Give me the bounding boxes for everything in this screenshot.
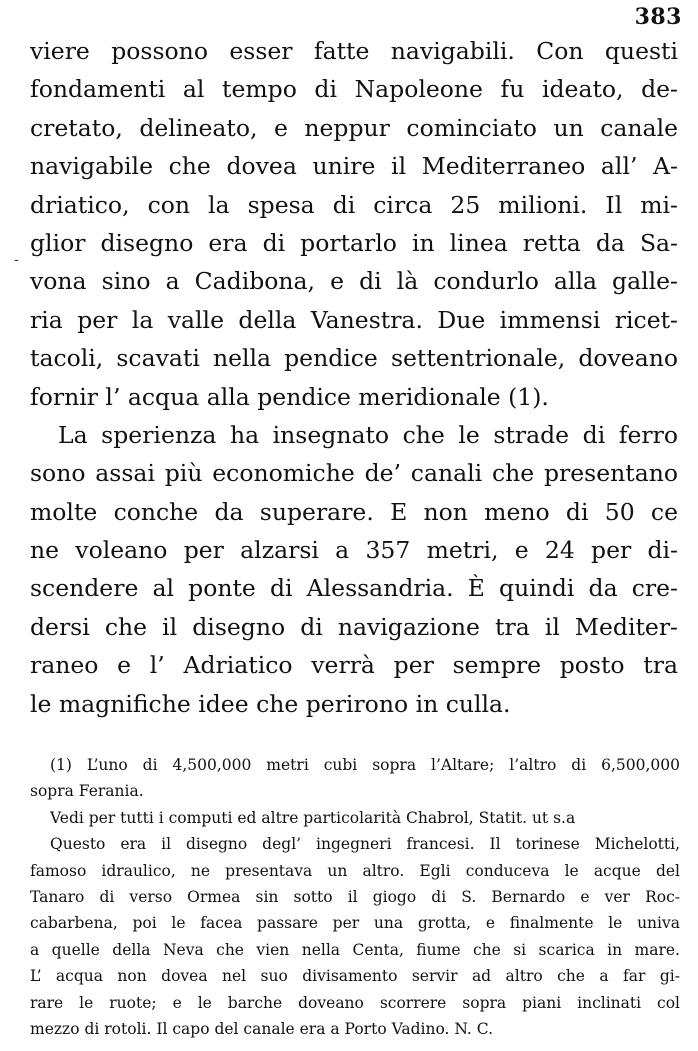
text-line: cretato, delineato, e neppur cominciato un canale	[30, 113, 678, 142]
footnote-line: Questo era il disegno degl’ ingegneri francesi. Il torinese Michelotti,	[50, 835, 680, 854]
footnote-line: cabarbena, poi le facea passare per una grotta, e finalmente le univa	[30, 914, 680, 933]
footnote-line: (1) L’uno di 4,500,000 metri cubi sopra l’Altare; l’altro di 6,500,000	[50, 756, 680, 774]
text-line: le magnifiche idee che perirono in culla.	[30, 689, 511, 718]
footnote-line: L’ acqua non dovea nel suo divisamento servir ad altro che a far gi-	[30, 967, 680, 986]
margin-mark: -	[14, 252, 19, 268]
footnote-line: famoso idraulico, ne presentava un altro. Egli conduceva le acque del	[30, 861, 680, 880]
text-line: sono assai più economiche de’ canali che presentano	[30, 459, 678, 488]
footnote-line: rare le ruote; e le barche doveano scorrere sopra piani inclinati col	[30, 993, 680, 1012]
main-text	[30, 32, 678, 723]
text-line: dersi che il disegno di navigazione tra il Mediter-	[30, 612, 678, 641]
text-line: La sperienza ha insegnato che le strade di ferro	[58, 420, 678, 449]
page-number: 383	[634, 4, 682, 30]
text-line: tacoli, scavati nella pendice settentrionale, doveano	[30, 344, 678, 373]
text-line: driatico, con la spesa di circa 25 milioni. Il mi-	[30, 190, 678, 219]
text-line: navigabile che dovea unire il Mediterraneo all’ A-	[30, 152, 678, 181]
footnote-line: Tanaro di verso Ormea sin sotto il giogo di S. Bernardo e ver Roc-	[30, 887, 680, 906]
text-line: molte conche da superare. E non meno di 50 ce	[30, 497, 678, 526]
footnotes	[30, 752, 680, 1042]
text-line: ria per la valle della Vanestra. Due immensi ricet-	[30, 305, 678, 334]
text-line: glior disegno era di portarlo in linea retta da Sa-	[30, 228, 678, 257]
text-line: fornir l’ acqua alla pendice meridionale (1).	[30, 382, 549, 411]
footnote-line: mezzo di rotoli. Il capo del canale era a Porto Vadino. N. C.	[30, 1019, 494, 1038]
footnote-line: Vedi per tutti i computi ed altre particolarità Chabrol, Statit. ut s.a	[50, 808, 576, 827]
text-line: vona sino a Cadibona, e di là condurlo alla galle-	[30, 267, 678, 296]
footnote-line: a quelle della Neva che vien nella Centa, fiume che si scarica in mare.	[30, 940, 680, 959]
footnote-line: sopra Ferania.	[30, 782, 144, 801]
text-line: scendere al ponte di Alessandria. È quindi da cre-	[30, 574, 678, 603]
text-line: ne voleano per alzarsi a 357 metri, e 24 per di-	[30, 536, 678, 565]
text-line: viere possono esser fatte navigabili. Con questi	[30, 37, 678, 65]
text-line: raneo e l’ Adriatico verrà per sempre posto tra	[30, 651, 678, 680]
text-line: fondamenti al tempo di Napoleone fu ideato, de-	[30, 75, 678, 104]
